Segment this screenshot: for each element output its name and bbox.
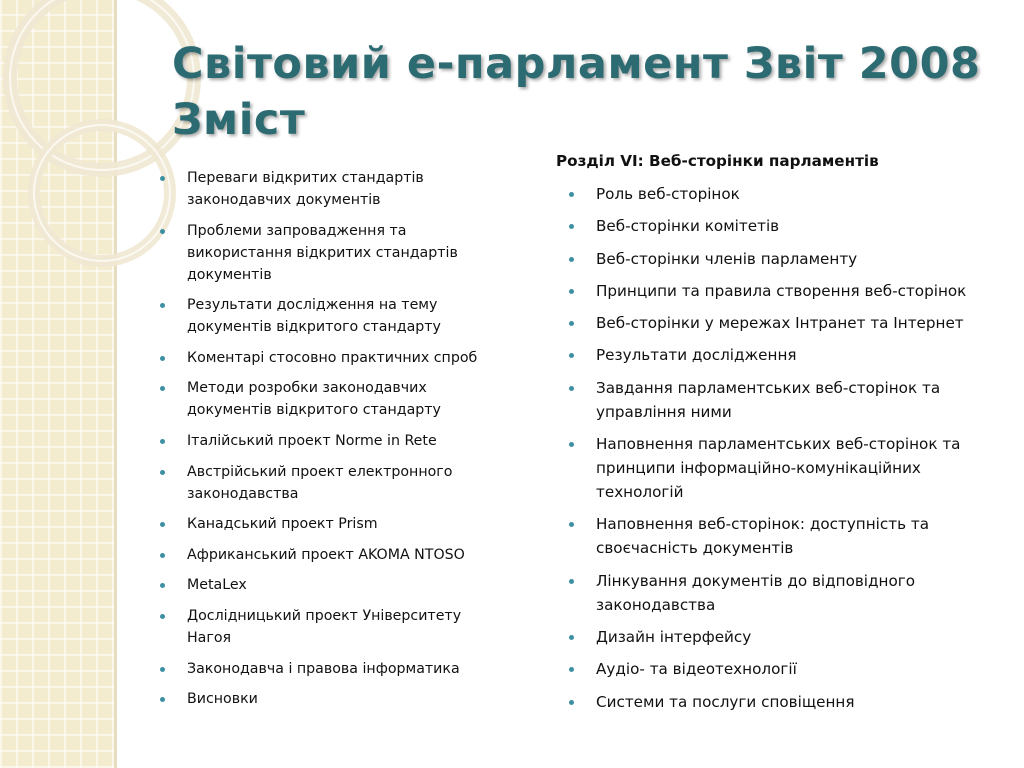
list-item: Наповнення веб-сторінок: доступність та своєчасність документів [566, 512, 996, 560]
list-item: Принципи та правила створення веб-сторінок [566, 279, 996, 303]
list-item: Веб-сторінки членів парламенту [566, 247, 996, 271]
list-item: Дизайн інтерфейсу [566, 625, 996, 649]
list-item: Канадський проект Prism [157, 513, 507, 535]
list-item: Системи та послуги сповіщення [566, 690, 996, 714]
slide-title-line-2: Зміст [172, 95, 306, 145]
list-item: Результати дослідження на тему документів відкритого стандарту [157, 294, 507, 338]
ring-large-inner [10, 0, 194, 170]
list-item: Завдання парламентських веб-сторінок та управління ними [566, 376, 996, 424]
section-heading: Розділ VI: Веб-сторінки парламентів [556, 152, 879, 170]
ring-small-inner [34, 125, 170, 261]
list-item: Переваги відкритих стандартів законодавчих документів [157, 167, 507, 211]
slide-title [172, 36, 992, 148]
left-contents-list [157, 167, 507, 719]
list-item: Законодавча і правова інформатика [157, 658, 507, 680]
list-item: Проблеми запровадження та використання відкритих стандартів документів [157, 220, 507, 286]
list-item: Коментарі стосовно практичних спроб [157, 347, 507, 369]
list-item: Лінкування документів до відповідного законодавства [566, 569, 996, 617]
list-item: Веб-сторінки комітетів [566, 214, 996, 238]
list-item: Африканський проект AKOMA NTOSO [157, 544, 507, 566]
list-item: MetaLex [157, 574, 507, 596]
list-item: Австрійський проект електронного законодавства [157, 461, 507, 505]
list-item: Італійський проект Norme in Rete [157, 430, 507, 452]
list-item: Роль веб-сторінок [566, 182, 996, 206]
list-item: Наповнення парламентських веб-сторінок та принципи інформаційно-комунікаційних технологій [566, 432, 996, 504]
list-item: Результати дослідження [566, 343, 996, 367]
right-contents-list [566, 182, 996, 722]
list-item: Висновки [157, 688, 507, 710]
list-item: Веб-сторінки у мережах Інтранет та Інтернет [566, 311, 996, 335]
list-item: Дослідницький проект Університету Нагоя [157, 605, 507, 649]
list-item: Методи розробки законодавчих документів відкритого стандарту [157, 377, 507, 421]
slide-title-line-1: Світовий е-парламент Звіт 2008 [172, 39, 981, 89]
list-item: Аудіо- та відеотехнології [566, 657, 996, 681]
